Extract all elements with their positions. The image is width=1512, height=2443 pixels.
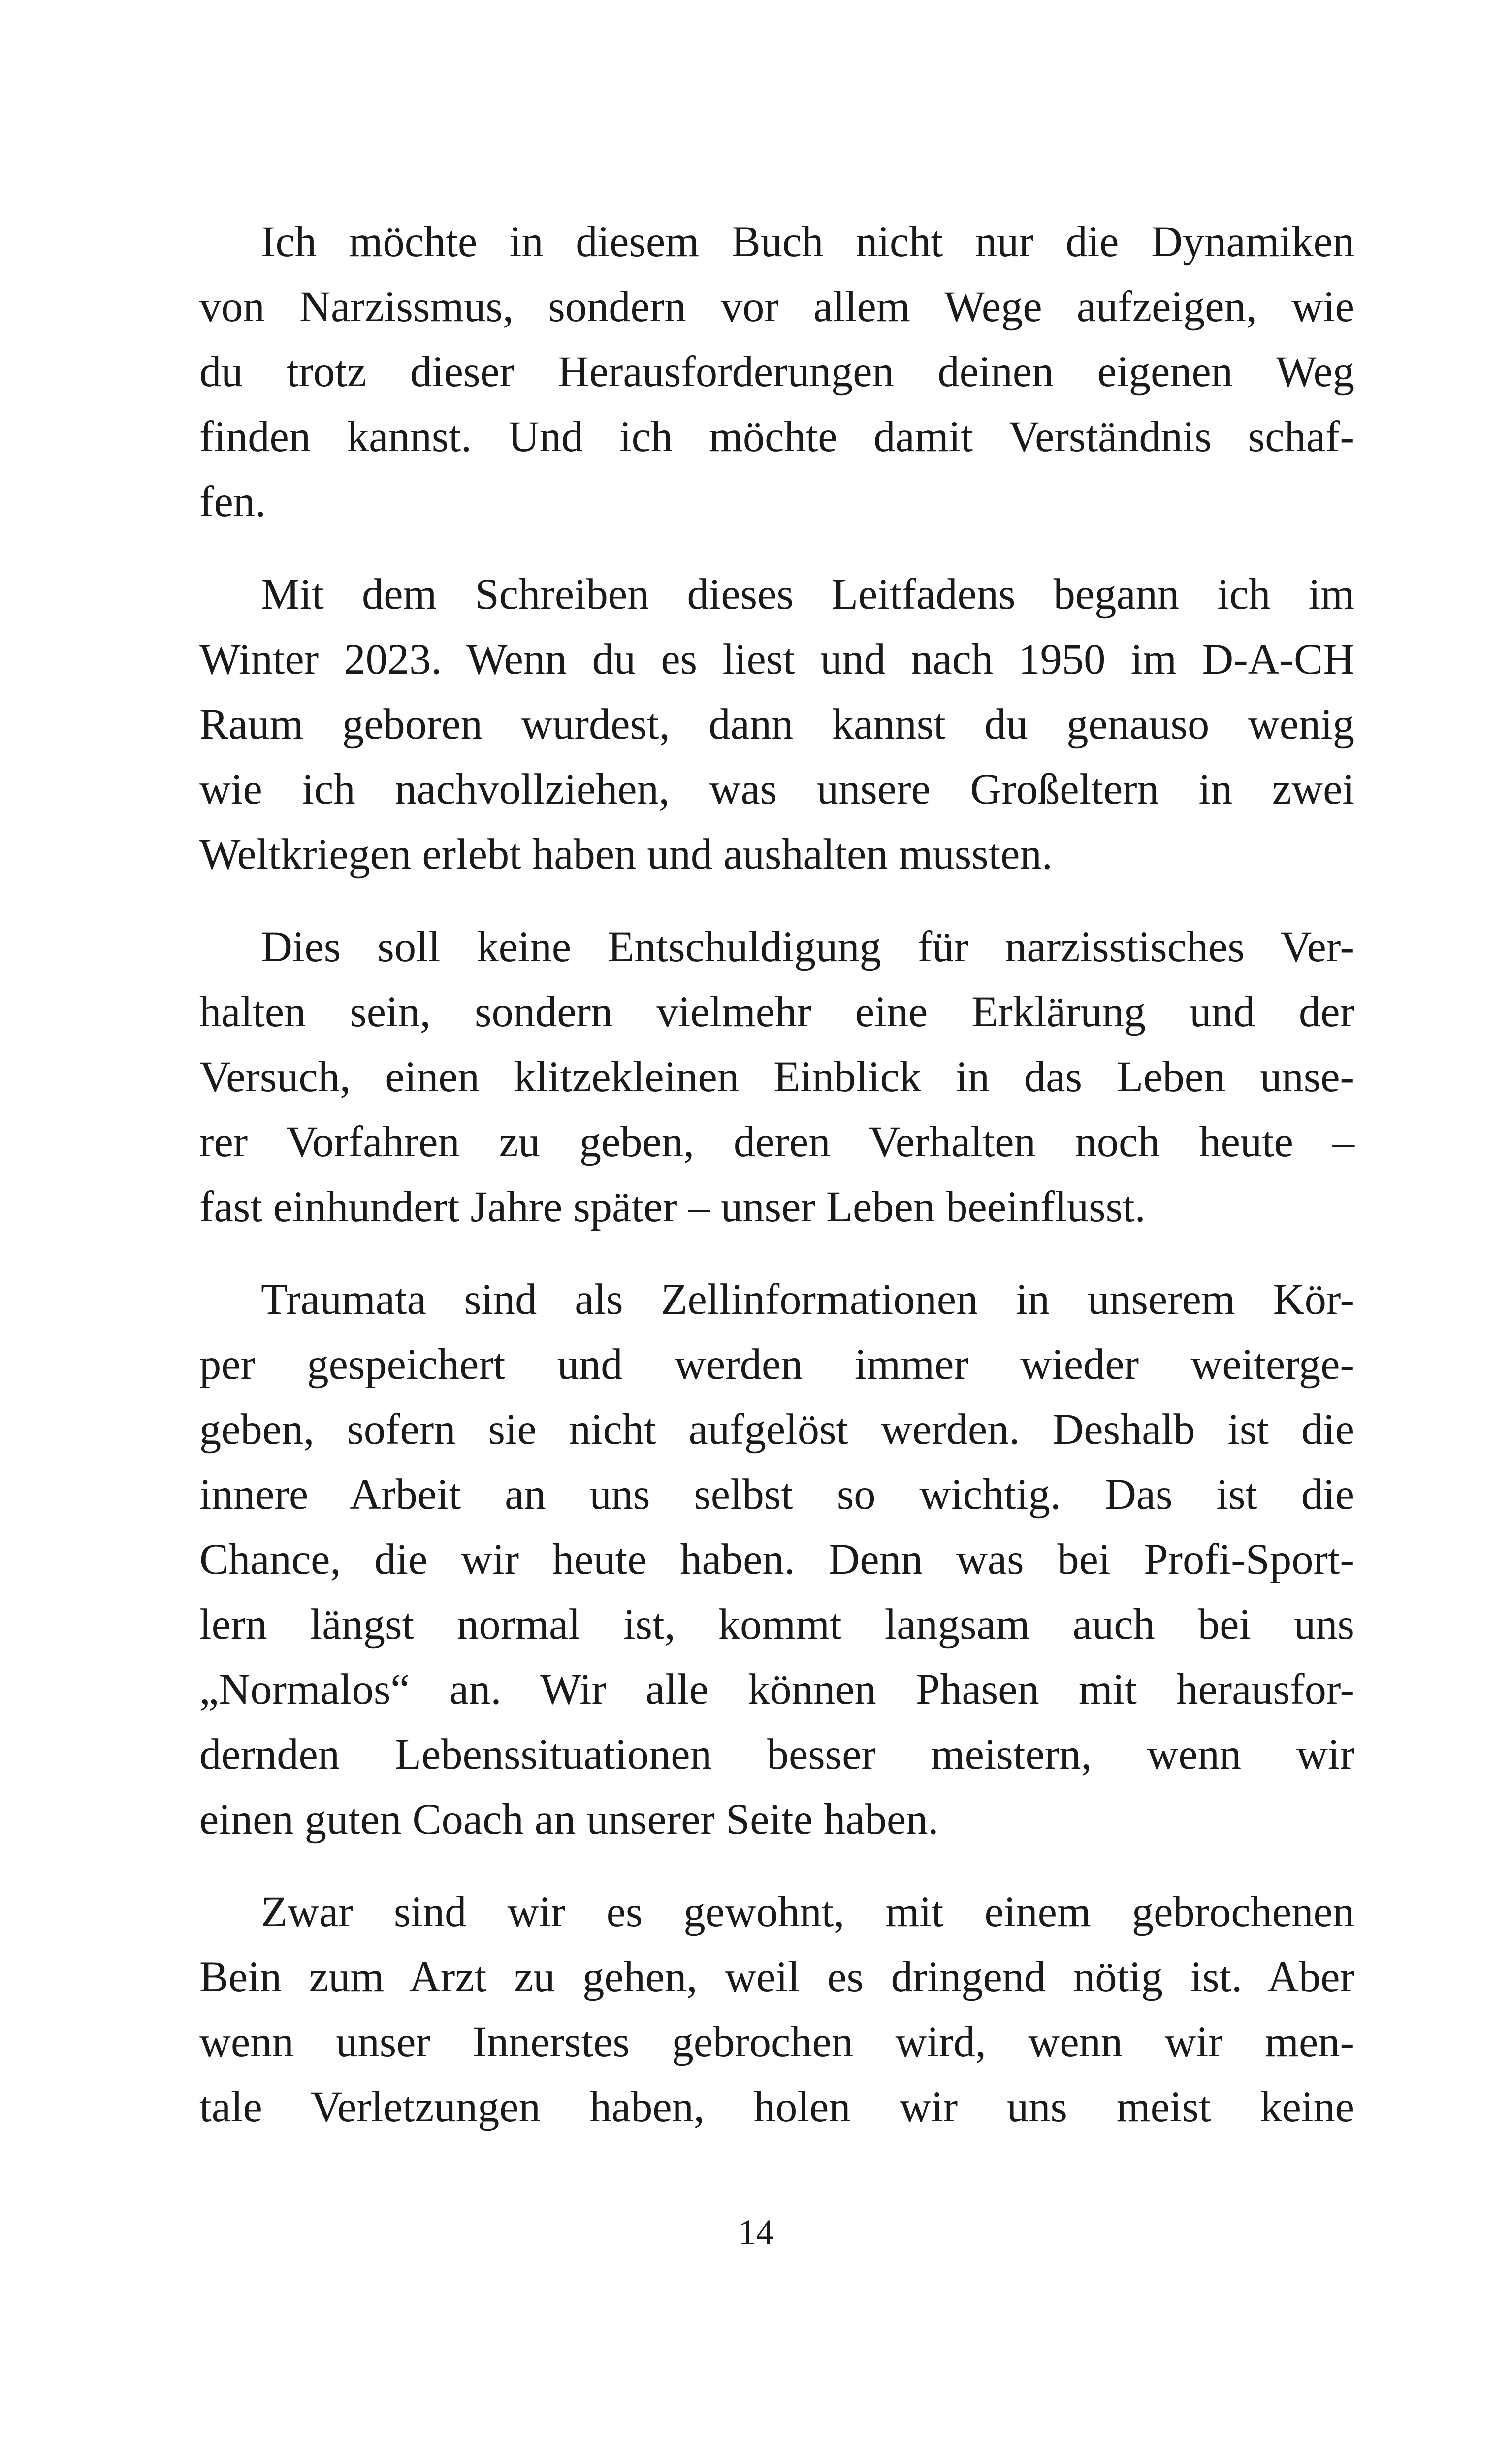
text-line: tale Verletzungen haben, holen wir uns meist keine: [199, 2083, 1354, 2131]
body-text: [199, 209, 1354, 2140]
paragraph-1: [199, 209, 1354, 534]
text-line: Bein zum Arzt zu gehen, weil es dringend nötig ist. Aber: [199, 1953, 1354, 2001]
text-line: rer Vorfahren zu geben, deren Verhalten noch heute –: [199, 1118, 1354, 1166]
text-line: innere Arbeit an uns selbst so wichtig. Das ist die: [199, 1470, 1354, 1519]
text-line: Mit dem Schreiben dieses Leitfadens begann ich im: [261, 570, 1354, 619]
text-line: „Normalos“ an. Wir alle können Phasen mit herausfor-: [199, 1665, 1354, 1714]
text-line: Winter 2023. Wenn du es liest und nach 1950 im D-A-CH: [199, 635, 1354, 684]
text-line: Versuch, einen klitzekleinen Einblick in das Leben unse-: [199, 1053, 1354, 1101]
page-number: 14: [738, 2213, 774, 2252]
text-line: dernden Lebenssituationen besser meistern, wenn wir: [199, 1730, 1354, 1779]
text-line: wenn unser Innerstes gebrochen wird, wenn wir men-: [199, 2018, 1354, 2066]
text-line: wie ich nachvollziehen, was unsere Großeltern in zwei: [199, 765, 1354, 814]
text-line: Chance, die wir heute haben. Denn was bei Profi-Sport-: [199, 1535, 1354, 1584]
text-line: du trotz dieser Herausforderungen deinen eigenen Weg: [199, 348, 1354, 396]
text-line: Raum geboren wurdest, dann kannst du genauso wenig: [199, 700, 1354, 749]
text-line: lern längst normal ist, kommt langsam auch bei uns: [199, 1600, 1354, 1649]
text-line: einen guten Coach an unserer Seite haben.: [199, 1795, 939, 1844]
text-line: von Narzissmus, sondern vor allem Wege aufzeigen, wie: [199, 283, 1354, 331]
paragraph-4: [199, 1267, 1354, 1852]
text-line: Dies soll keine Entschuldigung für narzisstisches Ver-: [261, 923, 1354, 971]
paragraph-spacer: [199, 534, 1354, 562]
paragraph-spacer: [199, 1852, 1354, 1880]
text-line: finden kannst. Und ich möchte damit Verständnis schaf-: [199, 413, 1354, 461]
text-line: fen.: [199, 478, 266, 526]
paragraph-spacer: [199, 1239, 1354, 1267]
paragraph-spacer: [199, 887, 1354, 914]
text-line: Traumata sind als Zellinformationen in unserem Kör-: [261, 1275, 1354, 1324]
text-line: Zwar sind wir es gewohnt, mit einem gebrochenen: [261, 1888, 1354, 1936]
text-line: halten sein, sondern vielmehr eine Erklärung und der: [199, 988, 1354, 1036]
paragraph-3: [199, 914, 1354, 1239]
text-line: fast einhundert Jahre später – unser Leben beeinflusst.: [199, 1183, 1146, 1231]
text-line: geben, sofern sie nicht aufgelöst werden. Deshalb ist die: [199, 1405, 1354, 1454]
text-line: Ich möchte in diesem Buch nicht nur die Dynamiken: [261, 218, 1354, 266]
paragraph-5: [199, 1880, 1354, 2140]
text-line: Weltkriegen erlebt haben und aushalten mussten.: [199, 830, 1053, 879]
text-line: per gespeichert und werden immer wieder weiterge-: [199, 1340, 1354, 1389]
paragraph-2: [199, 562, 1354, 887]
